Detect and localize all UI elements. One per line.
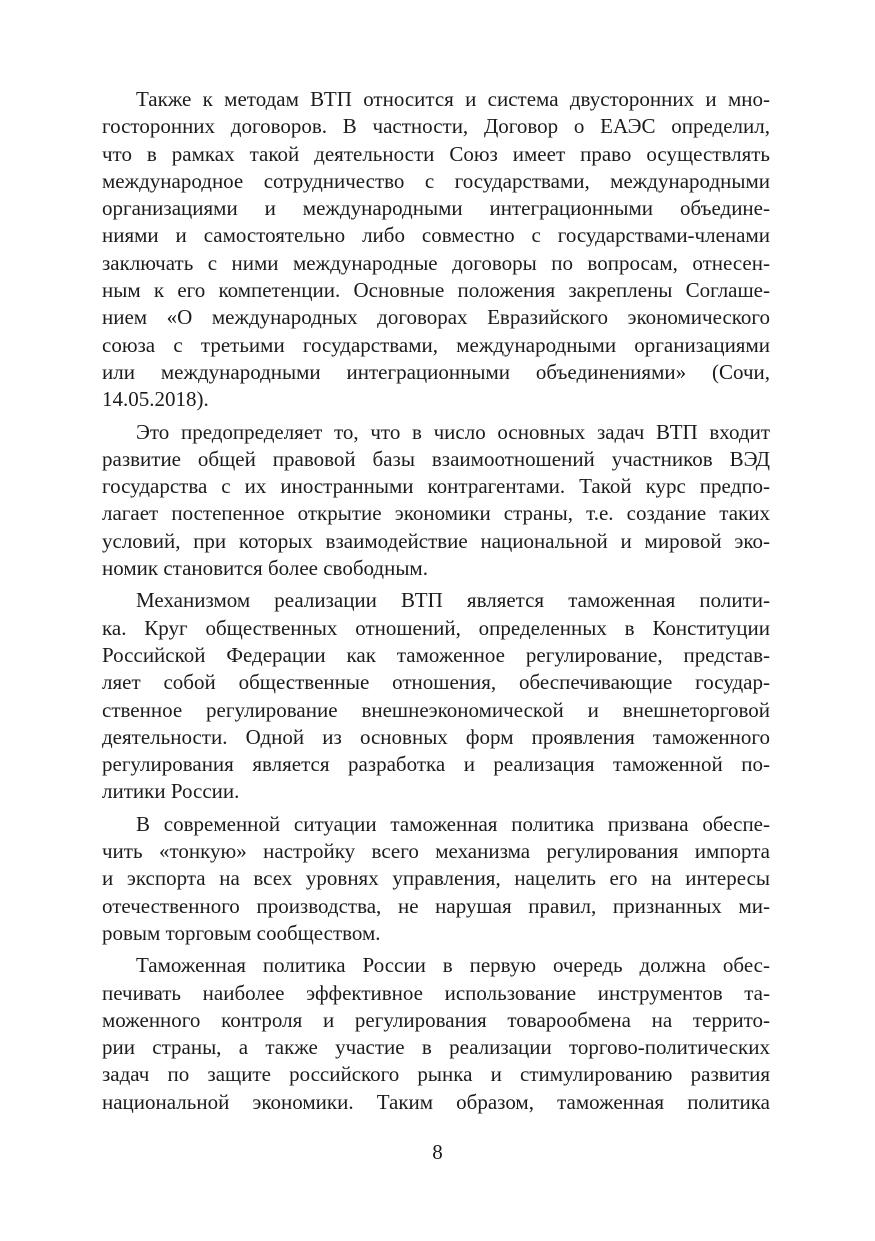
text-line: условий, при которых взаимодействие национальной и мировой эко- bbox=[102, 528, 770, 553]
text-line: лагает постепенное открытие экономики страны, т.е. создание таких bbox=[102, 501, 770, 526]
text-line: международное сотрудничество с государствами, международными bbox=[102, 168, 770, 193]
text-line: задач по защите российского рынка и стимулированию развития bbox=[102, 1062, 770, 1087]
text-line: ственное регулирование внешнеэкономической и внешнеторговой bbox=[102, 697, 770, 722]
text-line: Также к методам ВТП относится и система двусторонних и мно- bbox=[136, 87, 770, 111]
text-line: деятельности. Одной из основных форм проявления таможенного bbox=[102, 724, 770, 749]
text-line: и экспорта на всех уровнях управления, нацелить его на интересы bbox=[102, 866, 770, 891]
text-line: В современной ситуации таможенная политика призвана обеспе- bbox=[136, 811, 770, 836]
text-line: регулирования является разработка и реализация таможенной по- bbox=[102, 752, 770, 777]
paragraph-5 bbox=[102, 952, 770, 1116]
page-number: 8 bbox=[432, 1140, 443, 1164]
text-line: национальной экономики. Таким образом, таможенная политика bbox=[102, 1089, 770, 1114]
text-line: печивать наиболее эффективное использование инструментов та- bbox=[102, 980, 770, 1005]
text-line: или международными интеграционными объединениями» (Сочи, bbox=[102, 359, 770, 384]
text-line: литики России. bbox=[102, 779, 240, 804]
text-line: номик становится более свободным. bbox=[102, 556, 428, 581]
text-line: организациями и международными интеграционными объедине- bbox=[102, 196, 770, 221]
text-line: ниями и самостоятельно либо совместно с государствами-членами bbox=[102, 223, 770, 248]
paragraph-2 bbox=[102, 419, 770, 583]
text-line: развитие общей правовой базы взаимоотношений участников ВЭД bbox=[102, 446, 770, 471]
text-line: Это предопределяет то, что в число основных задач ВТП входит bbox=[136, 419, 770, 444]
text-line: ровым торговым сообществом. bbox=[102, 920, 381, 945]
text-line: Российской Федерации как таможенное регулирование, представ- bbox=[102, 642, 770, 667]
text-line: отечественного производства, не нарушая правил, признанных ми- bbox=[102, 893, 770, 918]
text-line: государства с их иностранными контрагентами. Такой курс предпо- bbox=[102, 474, 770, 499]
text-line: 14.05.2018). bbox=[102, 387, 209, 412]
text-line: моженного контроля и регулирования товарообмена на террито- bbox=[102, 1007, 770, 1032]
text-line: нием «О международных договорах Евразийского экономического bbox=[102, 305, 770, 330]
text-line: что в рамках такой деятельности Союз имеет право осуществлять bbox=[102, 141, 770, 166]
text-line: заключать с ними международные договоры по вопросам, отнесен- bbox=[102, 250, 770, 275]
text-line: Таможенная политика России в первую очередь должна обес- bbox=[136, 953, 770, 978]
text-line: чить «тонкую» настройку всего механизма регулирования импорта bbox=[102, 839, 770, 864]
paragraph-1 bbox=[102, 86, 770, 414]
text-line: Механизмом реализации ВТП является таможенная полити- bbox=[136, 588, 770, 613]
page-body bbox=[102, 86, 770, 1116]
text-line: рии страны, а также участие в реализации торгово-политических bbox=[102, 1035, 770, 1060]
text-line: союза с третьими государствами, международными организациями bbox=[102, 332, 770, 357]
text-line: ка. Круг общественных отношений, определенных в Конституции bbox=[102, 615, 770, 640]
paragraph-3 bbox=[102, 587, 770, 805]
text-line: госторонних договоров. В частности, Договор о ЕАЭС определил, bbox=[102, 114, 770, 139]
text-line: ным к его компетенции. Основные положения закреплены Соглаше- bbox=[102, 278, 770, 303]
paragraph-4 bbox=[102, 811, 770, 947]
text-line: ляет собой общественные отношения, обеспечивающие государ- bbox=[102, 670, 770, 695]
